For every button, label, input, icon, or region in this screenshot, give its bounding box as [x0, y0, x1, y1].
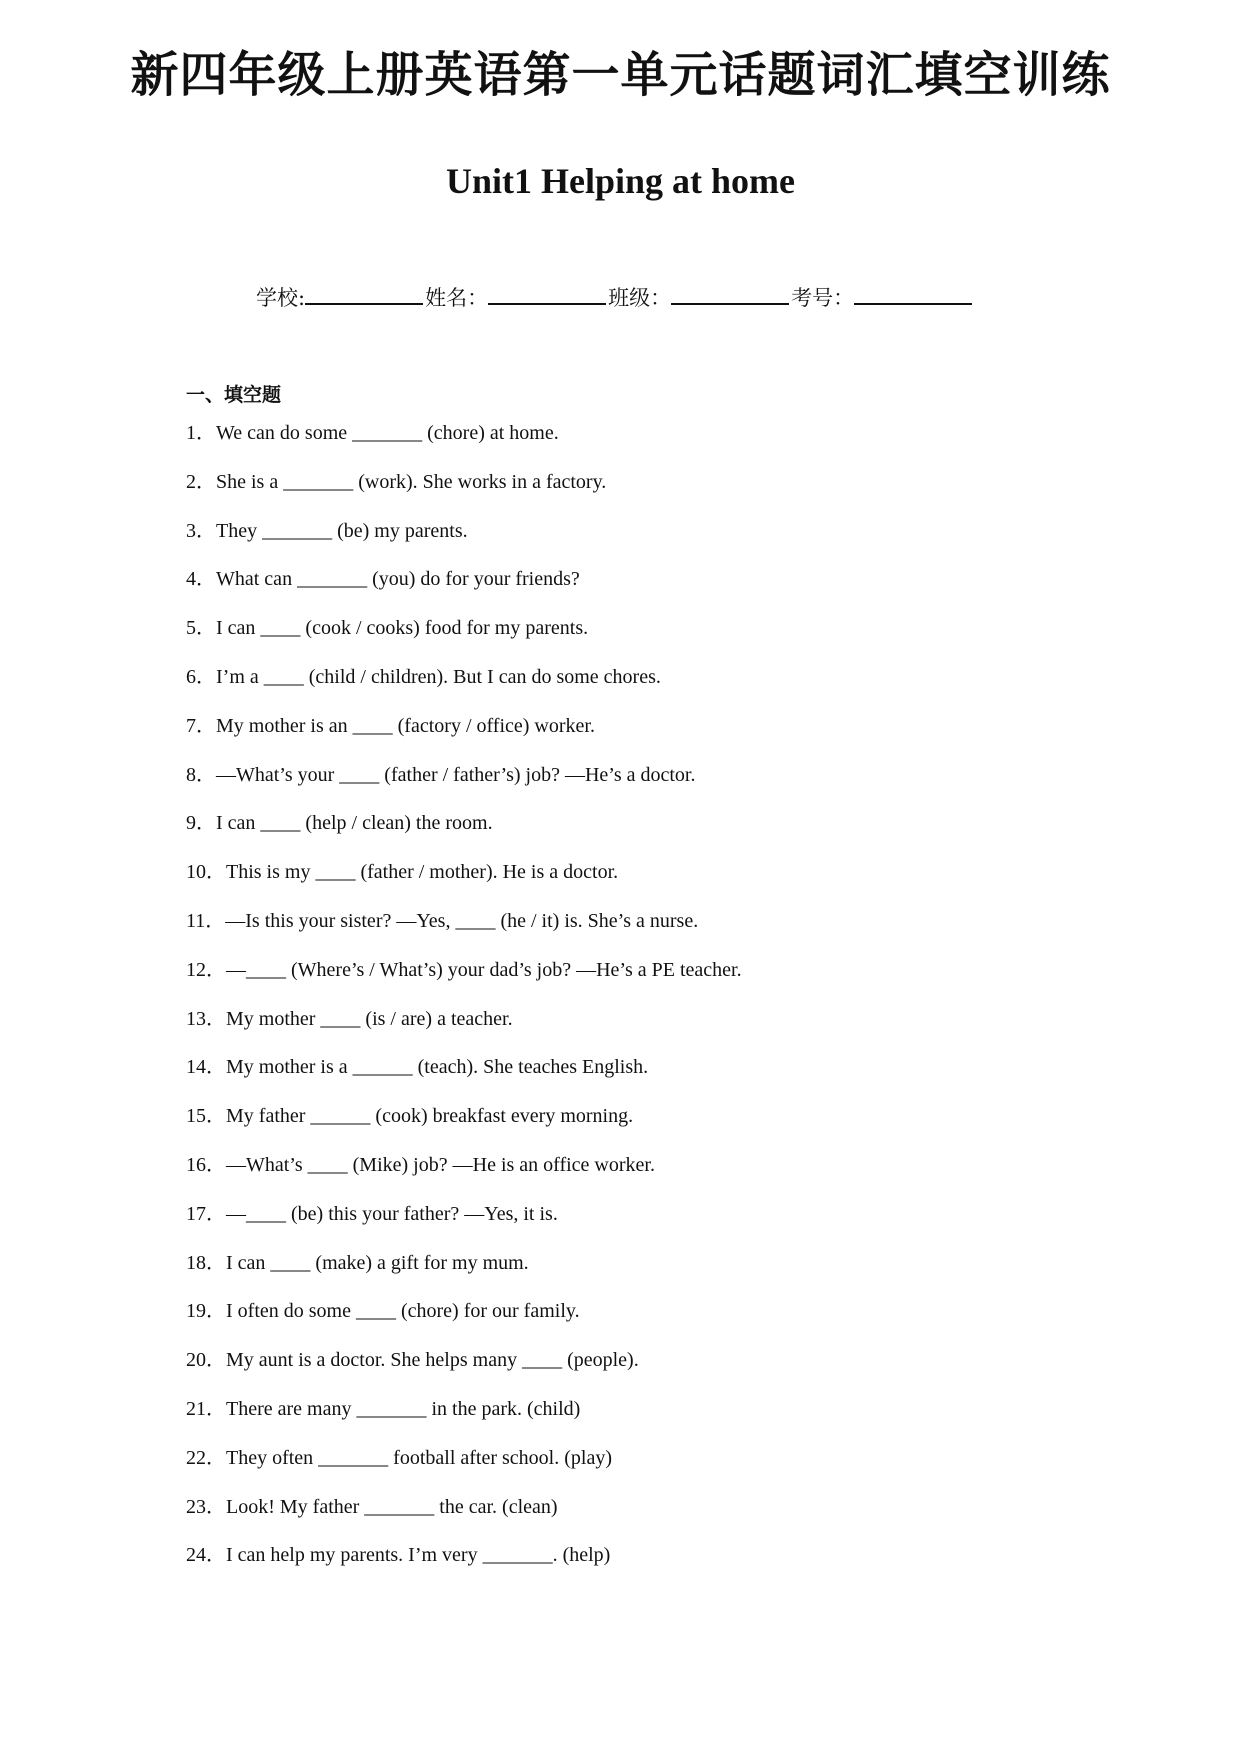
student-info-row: [256, 282, 974, 312]
question-item: 20．My aunt is a doctor. She helps many ____ (people).: [186, 1349, 639, 1372]
question-item: 12．—____ (Where’s / What’s) your dad’s job? —He’s a PE teacher.: [186, 958, 742, 981]
name-blank[interactable]: [488, 285, 606, 305]
class-blank[interactable]: [671, 285, 789, 305]
question-item: 16．—What’s ____ (Mike) job? —He is an office worker.: [186, 1153, 655, 1176]
question-item: 5．I can ____ (cook / cooks) food for my parents.: [186, 617, 589, 640]
school-blank[interactable]: [305, 285, 423, 305]
question-item: 24．I can help my parents. I’m very _______. (help): [186, 1544, 611, 1567]
number-blank[interactable]: [854, 285, 972, 305]
question-item: 19．I often do some ____ (chore) for our family.: [186, 1300, 580, 1323]
question-item: 15．My father ______ (cook) breakfast every morning.: [186, 1105, 634, 1128]
class-label: 班级：: [608, 286, 672, 310]
question-item: 3．They _______ (be) my parents.: [186, 519, 468, 542]
name-label: 姓名：: [425, 286, 489, 310]
section-title: 一、填空题: [186, 384, 282, 406]
question-item: 11．—Is this your sister? —Yes, ____ (he / it) is. She’s a nurse.: [186, 909, 699, 932]
question-item: 1．We can do some _______ (chore) at home.: [186, 422, 559, 444]
question-item: 17．—____ (be) this your father? —Yes, it is.: [186, 1202, 558, 1225]
question-item: 23．Look! My father _______ the car. (clean): [186, 1495, 558, 1518]
question-item: 2．She is a _______ (work). She works in a factory.: [186, 470, 607, 493]
question-item: 9．I can ____ (help / clean) the room.: [186, 812, 493, 835]
question-item: 18．I can ____ (make) a gift for my mum.: [186, 1251, 529, 1274]
question-item: 14．My mother is a ______ (teach). She teaches English.: [186, 1056, 649, 1079]
question-list: [186, 418, 1166, 1589]
question-item: 6．I’m a ____ (child / children). But I can do some chores.: [186, 665, 661, 688]
question-item: 8．—What’s your ____ (father / father’s) job? —He’s a doctor.: [186, 763, 696, 786]
question-item: 10．This is my ____ (father / mother). He is a doctor.: [186, 861, 619, 884]
question-item: 7．My mother is an ____ (factory / office) worker.: [186, 714, 595, 737]
question-item: 21．There are many _______ in the park. (child): [186, 1397, 581, 1420]
question-item: 13．My mother ____ (is / are) a teacher.: [186, 1007, 513, 1030]
number-label: 考号：: [791, 286, 855, 310]
school-label: 学校:: [256, 286, 306, 310]
question-item: 4．What can _______ (you) do for your friends?: [186, 568, 580, 591]
question-item: 22．They often _______ football after school. (play): [186, 1446, 612, 1469]
page-subtitle: Unit1 Helping at home: [445, 161, 795, 201]
page-title: 新四年级上册英语第一单元话题词汇填空训练: [130, 47, 1111, 103]
